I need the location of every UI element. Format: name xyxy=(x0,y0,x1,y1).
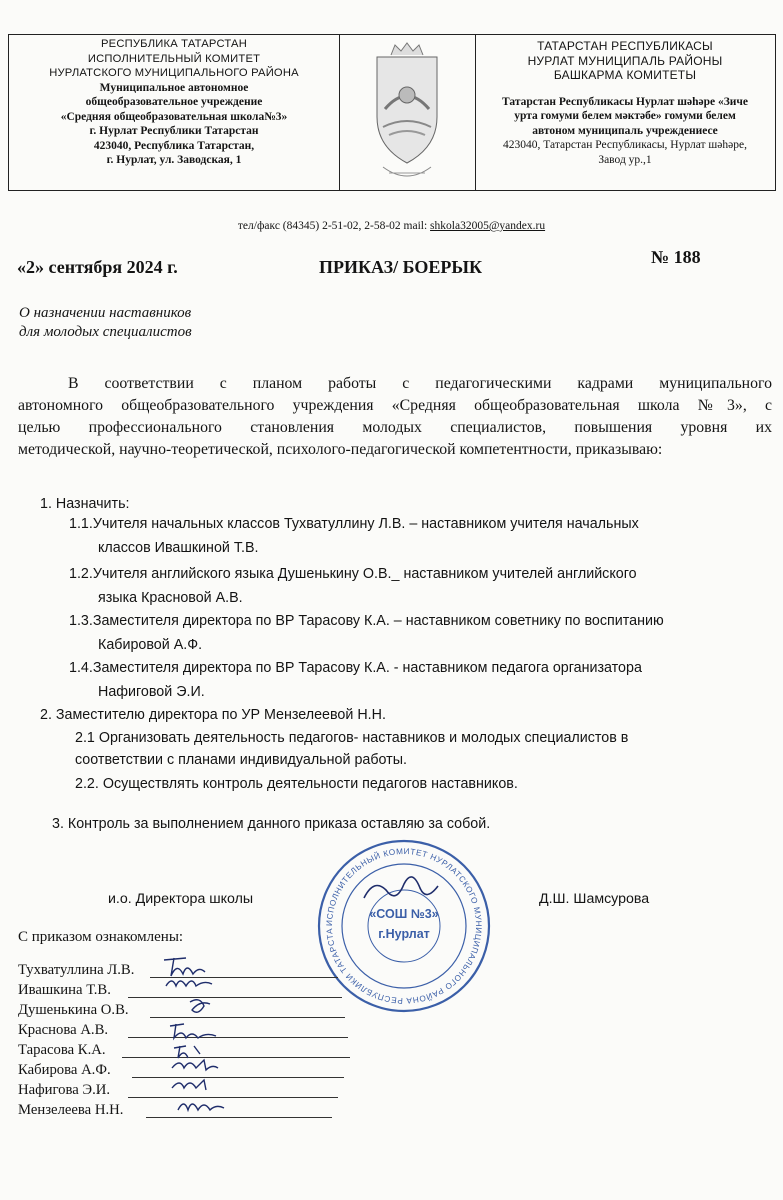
acquainted-name: Краснова А.В. xyxy=(18,1022,109,1038)
letterhead-line: урта гомуми белем мәктәбе» гомуми белем xyxy=(514,110,736,122)
signatory-name: Д.Ш. Шамсурова xyxy=(539,891,650,907)
preamble-line: В соответствии с планом работы с педагогическими кадрами муниципального xyxy=(68,375,772,392)
order-date: «2» сентября 2024 г. xyxy=(17,257,178,277)
acquainted-name: Нафигова Э.И. xyxy=(18,1082,111,1098)
letterhead-line: г. Нурлат, ул. Заводская, 1 xyxy=(106,154,242,166)
letterhead-line: автоном муниципаль учреждениесе xyxy=(532,124,718,137)
acquainted-name: Тарасова К.А. xyxy=(18,1042,106,1058)
order-number: № 188 xyxy=(651,247,701,267)
letterhead xyxy=(8,34,776,191)
order-title: ПРИКАЗ/ БОЕРЫК xyxy=(319,257,483,277)
subject-line: для молодых специалистов xyxy=(19,324,192,340)
staff-signatures xyxy=(150,950,250,1135)
item-1-2: 1.2.Учителя английского языка Душенькину О.В._ наставником учителей английского xyxy=(69,566,637,582)
letterhead-line: 423040, Республика Татарстан, xyxy=(93,139,255,152)
stamp-school: «СОШ №3» xyxy=(369,907,439,921)
director-signature xyxy=(364,877,438,898)
contact-phone: тел/факс (84345) 2-51-02, 2-58-02 mail: xyxy=(237,220,431,232)
stamp-city: г.Нурлат xyxy=(378,927,430,941)
item-1: 1. Назначить: xyxy=(40,496,130,512)
subject-line: О назначении наставников xyxy=(19,305,192,321)
acquainted-name: Ивашкина Т.В. xyxy=(18,982,111,998)
stamp-ring-text: ИСПОЛНИТЕЛЬНЫЙ КОМИТЕТ НУРЛАТСКОГО МУНИЦИПАЛЬНОГО РАЙОНА РЕСПУБЛИКИ ТАТАРСТА xyxy=(324,846,484,1006)
acquainted-name: Мензелеева Н.Н. xyxy=(18,1102,124,1118)
letterhead-line: Татарстан Республикасы Нурлат шәһәре «Зиче xyxy=(501,95,749,108)
preamble-line: целью профессионального становления молодых специалистов, повышения уровня их xyxy=(18,419,772,436)
letterhead-line: ИСПОЛНИТЕЛЬНЫЙ КОМИТЕТ xyxy=(87,52,261,65)
item-2: 2. Заместителю директора по УР Мензелеевой Н.Н. xyxy=(40,707,386,723)
item-2-1: 2.1 Организовать деятельность педагогов- наставников и молодых специалистов в xyxy=(75,730,629,746)
preamble-line: автономного общеобразовательного учреждения «Средняя общеобразовательная школа №3», с xyxy=(18,397,772,414)
item-2-1-cont: соответствии с планами индивидуальной работы. xyxy=(75,752,407,768)
letterhead-tatar xyxy=(475,35,775,190)
letterhead-line: Муниципальное автономное xyxy=(99,81,249,94)
letterhead-line: Завод ур.,1 xyxy=(598,153,652,166)
letterhead-line: г. Нурлат Республики Татарстан xyxy=(89,125,259,137)
acquainted-title: С приказом ознакомлены: xyxy=(18,929,184,945)
acquainted-name: Кабирова А.Ф. xyxy=(18,1062,111,1078)
official-stamp xyxy=(316,838,492,1014)
item-1-4-cont: Нафиговой Э.И. xyxy=(98,684,205,700)
preamble-line: методической, научно-теоретической, психолого-педагогической компетентности, приказываю: xyxy=(18,441,663,458)
letterhead-line: РЕСПУБЛИКА ТАТАРСТАН xyxy=(101,38,247,50)
letterhead-line: 423040, Татарстан Республикасы, Нурлат шәһәре, xyxy=(503,139,747,151)
letterhead-line: общеобразовательное учреждение xyxy=(85,96,263,108)
svg-text:ИСПОЛНИТЕЛЬНЫЙ КОМИТЕТ НУРЛАТС xyxy=(316,838,483,1005)
preamble xyxy=(18,373,772,461)
contact-email: shkola32005@yandex.ru xyxy=(430,220,546,232)
letterhead-russian xyxy=(9,35,340,190)
item-1-3: 1.3.Заместителя директора по ВР Тарасову К.А. – наставником советнику по воспитанию xyxy=(69,613,664,629)
item-1-2-cont: языка Красновой А.В. xyxy=(98,590,243,606)
coat-of-arms-icon xyxy=(339,35,475,190)
item-1-3-cont: Кабировой А.Ф. xyxy=(98,637,203,653)
stamp-seal xyxy=(316,838,492,1014)
item-1-1: 1.1.Учителя начальных классов Тухватуллину Л.В. – наставником учителя начальных xyxy=(69,516,639,532)
signatory-position: и.о. Директора школы xyxy=(108,891,254,907)
acquainted-name: Тухватуллина Л.В. xyxy=(18,962,135,978)
acquainted-name: Душенькина О.В. xyxy=(18,1002,129,1018)
item-3: 3. Контроль за выполнением данного приказа оставляю за собой. xyxy=(52,816,491,832)
coat-of-arms xyxy=(339,35,476,190)
order-subject xyxy=(19,304,192,342)
letterhead-line: «Средняя общеобразовательная школа№3» xyxy=(60,110,288,123)
letterhead-line: НУРЛАТ МУНИЦИПАЛЬ РАЙОНЫ xyxy=(527,53,723,68)
letterhead-line: БАШКАРМА КОМИТЕТЫ xyxy=(553,68,697,82)
item-2-2: 2.2. Осуществлять контроль деятельности педагогов наставников. xyxy=(75,776,518,792)
letterhead-line: ТАТАРСТАН РЕСПУБЛИКАСЫ xyxy=(537,39,713,53)
item-1-4: 1.4.Заместителя директора по ВР Тарасову К.А. - наставником педагога организатора xyxy=(69,660,642,676)
contact-line xyxy=(0,220,783,232)
letterhead-line: НУРЛАТСКОГО МУНИЦИПАЛЬНОГО РАЙОНА xyxy=(49,67,299,79)
item-1-1-cont: классов Ивашкиной Т.В. xyxy=(98,540,259,556)
